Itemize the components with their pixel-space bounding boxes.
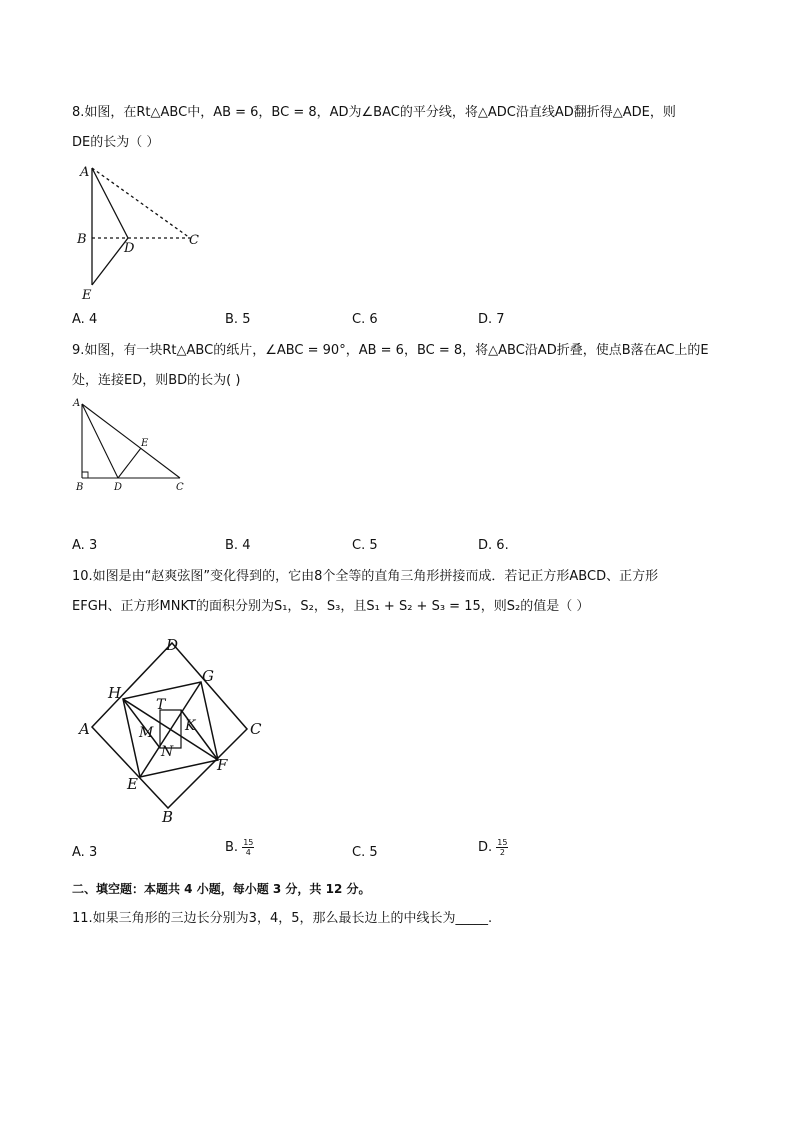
q8-option-a[interactable]: A. 4 bbox=[72, 312, 98, 327]
q8-stem-line2: DE的长为（ ） bbox=[72, 135, 160, 150]
q9-figure bbox=[72, 396, 202, 496]
q10-option-b-fraction: $\frac{15}{4}$ bbox=[243, 838, 254, 857]
q10-label-M: M bbox=[139, 725, 154, 741]
q10-stem-line1: 10.如图是由“赵爽弦图”变化得到的，它由8个全等的直角三角形拼接而成．若记正方形ABCD、正方形 bbox=[72, 569, 659, 584]
q9-option-b[interactable]: B. 4 bbox=[225, 538, 251, 553]
q8-label-A: A bbox=[80, 165, 90, 180]
q10-option-d-fraction: $\frac{15}{2}$ bbox=[497, 838, 508, 857]
q9-option-d[interactable]: D. 6. bbox=[478, 538, 509, 553]
q8-label-D: D bbox=[124, 241, 135, 256]
q9-label-A: A bbox=[73, 398, 81, 409]
q10-label-C: C bbox=[250, 720, 262, 738]
q9-stem-line1: 9.如图，有一块Rt△ABC的纸片，∠ABC = 90°，AB = 6，BC = 8，将△ABC沿AD折叠，使点B落在AC上的E bbox=[72, 343, 709, 358]
q8-option-b[interactable]: B. 5 bbox=[225, 312, 251, 327]
q10-option-b[interactable]: B. $\frac{15}{4}$ bbox=[225, 838, 254, 857]
q8-option-c[interactable]: C. 6 bbox=[352, 312, 378, 327]
section-heading-fill-in: 二、填空题：本题共 4 小题，每小题 3 分，共 12 分。 bbox=[72, 882, 371, 896]
q10-label-D: D bbox=[166, 636, 179, 654]
q8-label-B: B bbox=[77, 232, 87, 247]
q10-label-E: E bbox=[127, 775, 138, 793]
q8-figure bbox=[72, 160, 212, 305]
q9-label-E: E bbox=[141, 438, 149, 449]
q8-label-E: E bbox=[82, 288, 92, 303]
q10-label-T: T bbox=[156, 697, 166, 713]
q10-label-H: H bbox=[108, 684, 122, 702]
q9-option-a[interactable]: A. 3 bbox=[72, 538, 98, 553]
q10-option-a[interactable]: A. 3 bbox=[72, 845, 98, 860]
q10-figure bbox=[72, 630, 272, 830]
q10-option-c[interactable]: C. 5 bbox=[352, 845, 378, 860]
q10-label-N: N bbox=[161, 744, 174, 760]
q10-label-F: F bbox=[217, 756, 228, 774]
q9-label-B: B bbox=[76, 482, 84, 493]
q9-stem-line2: 处，连接ED，则BD的长为( ) bbox=[72, 373, 241, 388]
q9-option-c[interactable]: C. 5 bbox=[352, 538, 378, 553]
q11-stem: 11.如果三角形的三边长分别为3，4，5，那么最长边上的中线长为_____. bbox=[72, 911, 493, 926]
q10-label-B: B bbox=[162, 808, 174, 826]
q8-stem-line1: 8.如图，在Rt△ABC中，AB = 6，BC = 8，AD为∠BAC的平分线，将△ADC沿直线AD翻折得△ADE，则 bbox=[72, 105, 676, 120]
q10-label-A: A bbox=[79, 720, 90, 738]
q9-label-D: D bbox=[114, 482, 123, 493]
q8-label-C: C bbox=[189, 233, 199, 248]
q10-label-G: G bbox=[202, 667, 214, 685]
q9-label-C: C bbox=[176, 482, 184, 493]
q10-option-d[interactable]: D. $\frac{15}{2}$ bbox=[478, 838, 508, 857]
q10-stem-line2: EFGH、正方形MNKT的面积分别为S₁，S₂，S₃，且S₁ + S₂ + S₃ = 15，则S₂的值是（ ） bbox=[72, 599, 590, 614]
q10-label-K: K bbox=[185, 718, 196, 734]
q8-option-d[interactable]: D. 7 bbox=[478, 312, 505, 327]
